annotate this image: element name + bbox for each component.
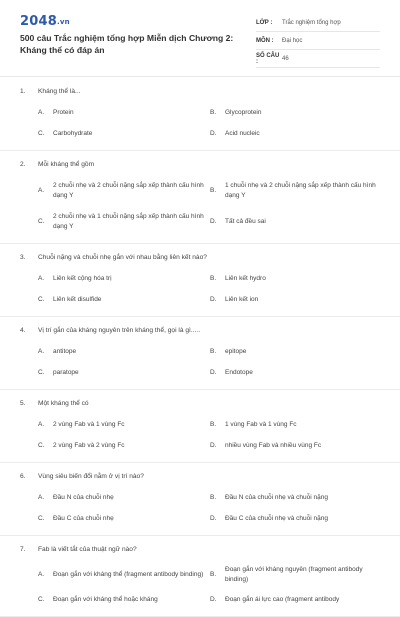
option-grid bbox=[20, 175, 380, 243]
option-a[interactable] bbox=[38, 175, 210, 206]
option-text: paratope bbox=[53, 368, 79, 376]
meta-key: LỚP : bbox=[256, 19, 273, 26]
option-grid bbox=[20, 487, 380, 535]
option-text: Acid nucleic bbox=[225, 129, 260, 137]
option-d[interactable] bbox=[210, 289, 382, 310]
meta-value: 46 bbox=[282, 55, 289, 62]
question-3 bbox=[0, 244, 400, 317]
option-letter: C. bbox=[38, 441, 45, 449]
option-letter: B. bbox=[210, 186, 217, 194]
option-letter: A. bbox=[38, 420, 45, 428]
option-c[interactable] bbox=[38, 289, 210, 310]
option-text: epitope bbox=[225, 347, 247, 355]
option-text: Đầu N của chuỗi nhẹ và chuỗi nặng bbox=[225, 493, 328, 501]
question-text bbox=[20, 151, 380, 175]
question-prompt: Fab là viết tắt của thuật ngữ nào? bbox=[38, 546, 137, 553]
option-b[interactable] bbox=[210, 175, 382, 206]
option-text: 2 vùng Fab và 1 vùng Fc bbox=[53, 420, 125, 428]
option-a[interactable] bbox=[38, 341, 210, 362]
option-letter: C. bbox=[38, 368, 45, 376]
question-prompt: Mỗi kháng thể gồm bbox=[38, 161, 95, 168]
option-text: Endotope bbox=[225, 368, 253, 376]
question-5 bbox=[0, 390, 400, 463]
option-b[interactable] bbox=[210, 487, 382, 508]
question-text bbox=[20, 78, 380, 102]
question-number: 7. bbox=[20, 546, 26, 553]
meta-info bbox=[256, 14, 380, 68]
question-text bbox=[20, 536, 380, 560]
option-letter: D. bbox=[210, 217, 217, 225]
option-c[interactable] bbox=[38, 206, 210, 237]
option-a[interactable] bbox=[38, 560, 210, 589]
meta-value: Trắc nghiệm tổng hợp bbox=[282, 19, 341, 26]
option-letter: C. bbox=[38, 129, 45, 137]
option-text: 2 chuỗi nhẹ và 2 chuỗi nặng sắp xếp thành cấu hình dạng Y bbox=[53, 182, 204, 199]
option-b[interactable] bbox=[210, 341, 382, 362]
meta-row-class bbox=[256, 14, 380, 32]
meta-row-count bbox=[256, 50, 380, 68]
option-letter: B. bbox=[210, 570, 217, 578]
question-prompt: Một kháng thể có bbox=[38, 400, 89, 407]
option-text: Đầu C của chuỗi nhẹ bbox=[53, 514, 114, 522]
option-text: Liên kết disulfide bbox=[53, 295, 102, 303]
option-c[interactable] bbox=[38, 508, 210, 529]
option-text: Đầu N của chuỗi nhẹ bbox=[53, 493, 114, 501]
option-letter: C. bbox=[38, 595, 45, 603]
option-letter: B. bbox=[210, 420, 217, 428]
question-text bbox=[20, 463, 380, 487]
option-text: Protein bbox=[53, 108, 74, 116]
option-a[interactable] bbox=[38, 487, 210, 508]
option-text: Đoạn gắn với kháng thể (fragment antibody binding) bbox=[53, 570, 204, 578]
option-text: Liên kết hydro bbox=[225, 274, 266, 282]
logo-suffix: .vn bbox=[56, 18, 70, 26]
option-letter: A. bbox=[38, 108, 45, 116]
question-text bbox=[20, 390, 380, 414]
option-text: 2 vùng Fab và 2 vùng Fc bbox=[53, 441, 125, 449]
option-letter: A. bbox=[38, 347, 45, 355]
option-d[interactable] bbox=[210, 435, 382, 456]
option-text: Glycoprotein bbox=[225, 108, 262, 116]
option-c[interactable] bbox=[38, 362, 210, 383]
question-7 bbox=[0, 536, 400, 617]
option-text: Đoạn gắn với kháng thể hoặc kháng bbox=[53, 595, 158, 603]
option-c[interactable] bbox=[38, 435, 210, 456]
question-2 bbox=[0, 151, 400, 244]
option-letter: C. bbox=[38, 514, 45, 522]
option-text: 2 chuỗi nhẹ và 1 chuỗi nặng sắp xếp thành cấu hình dạng Y bbox=[53, 213, 204, 230]
question-number: 6. bbox=[20, 473, 26, 480]
question-number: 3. bbox=[20, 254, 26, 261]
option-text: Đoạn gắn với kháng nguyên (fragment antibody binding) bbox=[225, 566, 363, 583]
option-text: Liên kết ion bbox=[225, 295, 259, 303]
question-prompt: Vùng siêu biến đổi nằm ở vị trí nào? bbox=[38, 473, 144, 480]
option-d[interactable] bbox=[210, 362, 382, 383]
option-grid bbox=[20, 560, 380, 616]
option-grid bbox=[20, 268, 380, 316]
option-letter: B. bbox=[210, 108, 217, 116]
header bbox=[0, 0, 400, 72]
option-text: Liên kết cộng hóa trị bbox=[53, 274, 112, 282]
option-letter: C. bbox=[38, 217, 45, 225]
option-text: 1 chuỗi nhẹ và 2 chuỗi nặng sắp xếp thành cấu hình dạng Y bbox=[225, 182, 376, 199]
question-number: 1. bbox=[20, 88, 26, 95]
site-logo[interactable] bbox=[20, 14, 70, 29]
question-number: 5. bbox=[20, 400, 26, 407]
option-a[interactable] bbox=[38, 414, 210, 435]
header-divider bbox=[0, 76, 400, 77]
question-number: 2. bbox=[20, 161, 26, 168]
meta-value: Đại học bbox=[282, 37, 303, 44]
option-d[interactable] bbox=[210, 206, 382, 237]
meta-key: SỐ CÂU : bbox=[256, 52, 280, 65]
option-b[interactable] bbox=[210, 268, 382, 289]
logo-main: 2048 bbox=[20, 14, 57, 29]
question-4 bbox=[0, 317, 400, 390]
question-1 bbox=[0, 78, 400, 151]
question-list bbox=[0, 78, 400, 617]
option-letter: B. bbox=[210, 347, 217, 355]
option-text: 1 vùng Fab và 1 vùng Fc bbox=[225, 420, 297, 428]
option-letter: A. bbox=[38, 570, 45, 578]
option-grid bbox=[20, 414, 380, 462]
option-letter: D. bbox=[210, 441, 217, 449]
option-text: Carbohydrate bbox=[53, 129, 93, 137]
option-a[interactable] bbox=[38, 102, 210, 123]
option-letter: D. bbox=[210, 595, 217, 603]
option-d[interactable] bbox=[210, 123, 382, 144]
option-letter: A. bbox=[38, 274, 45, 282]
option-b[interactable] bbox=[210, 560, 382, 589]
option-d[interactable] bbox=[210, 508, 382, 529]
document-title: 500 câu Trắc nghiệm tổng hợp Miễn dịch Chương 2: Kháng thể có đáp án bbox=[20, 33, 234, 55]
question-prompt: Kháng thể là... bbox=[38, 88, 81, 95]
option-text: Đoạn gắn ái lực cao (fragment antibody bbox=[225, 595, 340, 603]
option-letter: D. bbox=[210, 295, 217, 303]
option-c[interactable] bbox=[38, 123, 210, 144]
option-b[interactable] bbox=[210, 414, 382, 435]
option-letter: B. bbox=[210, 493, 217, 501]
question-text bbox=[20, 244, 380, 268]
option-letter: A. bbox=[38, 493, 45, 501]
question-prompt: Vị trí gắn của kháng nguyên trên kháng thể, gọi là gì..... bbox=[38, 327, 201, 334]
option-a[interactable] bbox=[38, 268, 210, 289]
option-text: nhiều vùng Fab và nhiều vùng Fc bbox=[225, 441, 322, 449]
option-letter: D. bbox=[210, 514, 217, 522]
option-grid bbox=[20, 341, 380, 389]
option-text: Tất cả đều sai bbox=[225, 217, 266, 225]
option-letter: B. bbox=[210, 274, 217, 282]
option-letter: D. bbox=[210, 368, 217, 376]
option-letter: D. bbox=[210, 129, 217, 137]
meta-key: MÔN : bbox=[256, 37, 274, 44]
option-b[interactable] bbox=[210, 102, 382, 123]
question-6 bbox=[0, 463, 400, 536]
question-prompt: Chuỗi nặng và chuỗi nhẹ gắn với nhau bằng liên kết nào? bbox=[38, 254, 207, 261]
meta-row-subject bbox=[256, 32, 380, 50]
question-number: 4. bbox=[20, 327, 26, 334]
option-letter: A. bbox=[38, 186, 45, 194]
question-text bbox=[20, 317, 380, 341]
option-text: Đầu C của chuỗi nhẹ và chuỗi nặng bbox=[225, 514, 328, 522]
option-text: antitope bbox=[53, 347, 77, 355]
option-grid bbox=[20, 102, 380, 150]
option-letter: C. bbox=[38, 295, 45, 303]
